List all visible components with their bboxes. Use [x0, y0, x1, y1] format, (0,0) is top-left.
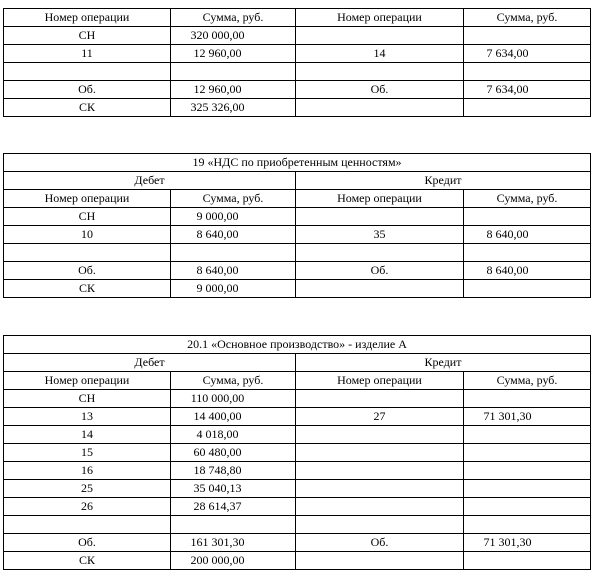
turnover-debit: 161 301,30	[171, 534, 296, 552]
credit-sum-header: Сумма, руб.	[464, 9, 591, 27]
debit-sum-header: Сумма, руб.	[171, 9, 296, 27]
debit-sum-header: Сумма, руб.	[171, 190, 296, 208]
credit-op-header: Номер операции	[296, 9, 464, 27]
debit-sum: 18 748,80	[171, 462, 296, 480]
account-table-19	[3, 153, 591, 298]
debit-sum: 14 400,00	[171, 408, 296, 426]
turnover-debit: 8 640,00	[171, 262, 296, 280]
credit-op: 35	[296, 226, 464, 244]
turnover-label: Об.	[4, 81, 171, 99]
opening-label: СН	[4, 208, 171, 226]
debit-op: 16	[4, 462, 171, 480]
account-table-20-1	[3, 335, 591, 570]
table-row	[4, 498, 591, 516]
debit-op-header: Номер операции	[4, 372, 171, 390]
credit-sum-header: Сумма, руб.	[464, 372, 591, 390]
closing-value: 200 000,00	[171, 552, 296, 570]
opening-balance-row	[4, 208, 591, 226]
debit-sum: 28 614,37	[171, 498, 296, 516]
credit-op-header: Номер операции	[296, 190, 464, 208]
credit-sum	[464, 498, 591, 516]
debit-op-header: Номер операции	[4, 9, 171, 27]
turnover-row	[4, 81, 591, 99]
column-header-row	[4, 9, 591, 27]
table-row	[4, 462, 591, 480]
account-title: 20.1 «Основное производство» - изделие А	[4, 336, 591, 354]
debit-op: 13	[4, 408, 171, 426]
blank-row	[4, 516, 591, 534]
debit-op: 26	[4, 498, 171, 516]
opening-label: СН	[4, 27, 171, 45]
account-table-1	[3, 8, 591, 117]
debit-op-header: Номер операции	[4, 190, 171, 208]
credit-side-label: Кредит	[296, 172, 591, 190]
table-row	[4, 426, 591, 444]
turnover-row	[4, 534, 591, 552]
credit-op	[296, 444, 464, 462]
table-row	[4, 45, 591, 63]
credit-side-label: Кредит	[296, 354, 591, 372]
debit-op: 15	[4, 444, 171, 462]
account-title: 19 «НДС по приобретенным ценностям»	[4, 154, 591, 172]
credit-sum	[464, 480, 591, 498]
account-title-row	[4, 336, 591, 354]
column-header-row	[4, 372, 591, 390]
credit-op: 27	[296, 408, 464, 426]
closing-balance-row	[4, 552, 591, 570]
side-header-row	[4, 172, 591, 190]
turnover-credit-label: Об.	[296, 534, 464, 552]
blank-row	[4, 244, 591, 262]
credit-op	[296, 462, 464, 480]
table-row	[4, 226, 591, 244]
closing-value: 325 326,00	[171, 99, 296, 117]
closing-label: СК	[4, 280, 171, 298]
debit-op: 25	[4, 480, 171, 498]
opening-balance-row	[4, 27, 591, 45]
credit-op: 14	[296, 45, 464, 63]
turnover-row	[4, 262, 591, 280]
blank-row	[4, 63, 591, 81]
opening-value: 320 000,00	[171, 27, 296, 45]
closing-value: 9 000,00	[171, 280, 296, 298]
table-row	[4, 444, 591, 462]
debit-sum: 8 640,00	[171, 226, 296, 244]
credit-sum	[464, 426, 591, 444]
closing-balance-row	[4, 280, 591, 298]
debit-sum: 4 018,00	[171, 426, 296, 444]
turnover-credit: 71 301,30	[464, 534, 591, 552]
debit-sum-header: Сумма, руб.	[171, 372, 296, 390]
side-header-row	[4, 354, 591, 372]
account-title-row	[4, 154, 591, 172]
credit-op	[296, 426, 464, 444]
opening-value: 110 000,00	[171, 390, 296, 408]
credit-sum: 7 634,00	[464, 45, 591, 63]
turnover-label: Об.	[4, 534, 171, 552]
debit-op: 11	[4, 45, 171, 63]
debit-sum: 60 480,00	[171, 444, 296, 462]
credit-sum-header: Сумма, руб.	[464, 190, 591, 208]
credit-sum	[464, 462, 591, 480]
credit-sum: 8 640,00	[464, 226, 591, 244]
turnover-credit-label: Об.	[296, 81, 464, 99]
turnover-credit: 7 634,00	[464, 81, 591, 99]
debit-side-label: Дебет	[4, 354, 296, 372]
opening-balance-row	[4, 390, 591, 408]
table-row	[4, 408, 591, 426]
closing-label: СК	[4, 99, 171, 117]
credit-op	[296, 480, 464, 498]
credit-op	[296, 498, 464, 516]
table-row	[4, 480, 591, 498]
turnover-debit: 12 960,00	[171, 81, 296, 99]
debit-op: 14	[4, 426, 171, 444]
turnover-label: Об.	[4, 262, 171, 280]
closing-balance-row	[4, 99, 591, 117]
credit-op-header: Номер операции	[296, 372, 464, 390]
turnover-credit: 8 640,00	[464, 262, 591, 280]
column-header-row	[4, 190, 591, 208]
closing-label: СК	[4, 552, 171, 570]
debit-sum: 35 040,13	[171, 480, 296, 498]
debit-side-label: Дебет	[4, 172, 296, 190]
credit-sum	[464, 444, 591, 462]
opening-value: 9 000,00	[171, 208, 296, 226]
debit-sum: 12 960,00	[171, 45, 296, 63]
turnover-credit-label: Об.	[296, 262, 464, 280]
opening-label: СН	[4, 390, 171, 408]
debit-op: 10	[4, 226, 171, 244]
credit-sum: 71 301,30	[464, 408, 591, 426]
